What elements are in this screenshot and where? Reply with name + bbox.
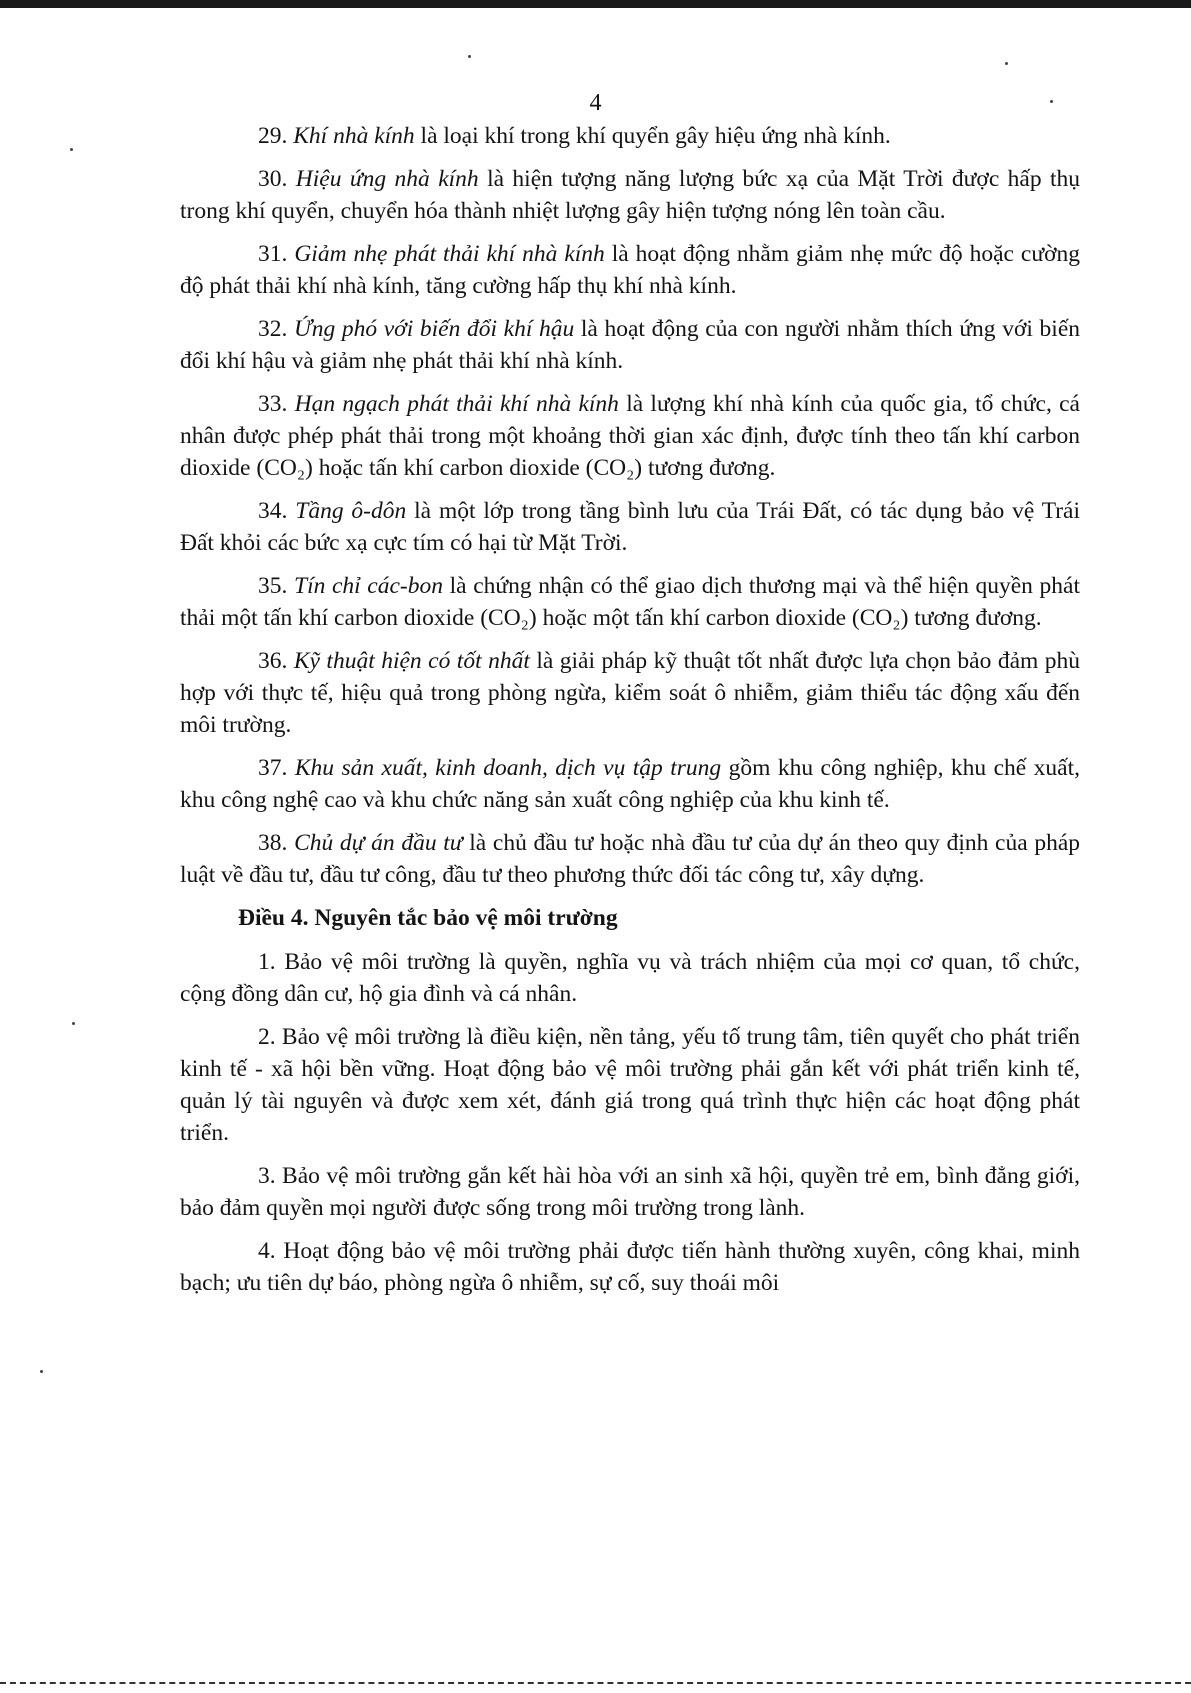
definition-text: là hoạt động của con người nhằm thích ứng với biến đổi khí hậu và giảm nhẹ phát thải khí nhà kính.: [180, 316, 1080, 374]
definition-term: Hạn ngạch phát thải khí nhà kính: [294, 391, 619, 417]
definition-38: [180, 827, 1080, 891]
article-4-heading: Điều 4. Nguyên tắc bảo vệ môi trường: [238, 905, 618, 931]
definition-number: 33.: [258, 391, 295, 417]
page-number: 4: [589, 90, 602, 116]
definition-text: là chủ đầu tư hoặc nhà đầu tư của dự án theo quy định của pháp luật về đầu tư, đầu tư công, đầu tư theo phương thức đối tác công tư, xây dựng.: [180, 830, 1080, 888]
definition-32: [180, 313, 1080, 377]
definition-29: [180, 120, 1080, 152]
scan-border-top: [0, 0, 1191, 8]
definition-number: 30.: [258, 166, 296, 192]
scan-speck: [72, 1022, 75, 1025]
definition-35: [180, 570, 1080, 634]
scan-speck: [468, 55, 471, 58]
document-body: [180, 120, 1080, 1310]
definition-number: 29.: [258, 123, 294, 149]
definition-term: Khu sản xuất, kinh doanh, dịch vụ tập trung: [294, 755, 722, 781]
definition-term: Ứng phó với biến đổi khí hậu: [294, 316, 575, 342]
definition-number: 34.: [258, 498, 296, 524]
definition-36: [180, 645, 1080, 741]
definition-term: Tín chỉ các-bon: [294, 573, 443, 599]
definition-number: 35.: [258, 573, 294, 599]
scan-border-bottom: [0, 1682, 1191, 1684]
definition-text: là chứng nhận có thể giao dịch thương mại và thể hiện quyền phát thải một tấn khí carbon dioxide (CO₂) hoặc một tấn khí carbon dioxide (CO₂) tương đương.: [180, 573, 1080, 631]
definition-number: 36.: [258, 648, 294, 674]
definition-text: là loại khí trong khí quyển gây hiệu ứng nhà kính.: [414, 123, 891, 149]
definition-text: gồm khu công nghiệp, khu chế xuất, khu công nghệ cao và khu chức năng sản xuất công nghiệp của khu kinh tế.: [180, 755, 1081, 813]
article-4-clause-4: 4. Hoạt động bảo vệ môi trường phải được tiến hành thường xuyên, công khai, minh bạch; ưu tiên dự báo, phòng ngừa ô nhiễm, sự cố, suy thoái môi: [180, 1238, 1080, 1296]
scan-speck: [40, 1370, 43, 1373]
definition-text: là hoạt động nhằm giảm nhẹ mức độ hoặc cường độ phát thải khí nhà kính, tăng cường hấp thụ khí nhà kính.: [180, 241, 1080, 299]
scan-speck: [1050, 100, 1053, 103]
definition-term: Kỹ thuật hiện có tốt nhất: [293, 648, 530, 674]
definition-number: 37.: [258, 755, 295, 781]
definition-term: Chủ dự án đầu tư: [294, 830, 463, 856]
definition-33: [180, 388, 1080, 484]
definition-term: Giảm nhẹ phát thải khí nhà kính: [294, 241, 605, 267]
definition-text: là một lớp trong tầng bình lưu của Trái Đất, có tác dụng bảo vệ Trái Đất khỏi các bức xạ cực tím có hại từ Mặt Trời.: [180, 498, 1081, 556]
definition-30: [180, 163, 1080, 227]
definition-text: là lượng khí nhà kính của quốc gia, tổ chức, cá nhân được phép phát thải trong một khoảng thời gian xác định, được tính theo tấn khí carbon dioxide (CO₂) hoặc tấn khí carbon dioxide (CO₂) tương đương.: [180, 391, 1080, 481]
definition-31: [180, 238, 1080, 302]
definition-text: là giải pháp kỹ thuật tốt nhất được lựa chọn bảo đảm phù hợp với thực tế, hiệu quả trong phòng ngừa, kiểm soát ô nhiễm, giảm thiểu tác động xấu đến môi trường.: [180, 648, 1081, 738]
definition-term: Khí nhà kính: [293, 123, 415, 149]
definition-number: 32.: [258, 316, 295, 342]
definition-37: [180, 752, 1080, 816]
scan-speck: [1005, 62, 1008, 65]
article-4-clause-2: 2. Bảo vệ môi trường là điều kiện, nền tảng, yếu tố trung tâm, tiên quyết cho phát triển kinh tế - xã hội bền vững. Hoạt động bảo vệ môi trường phải gắn kết với phát triển kinh tế, quản lý tài nguyên và được xem xét, đánh giá trong quá trình thực hiện các hoạt động phát triển.: [180, 1024, 1080, 1146]
definition-text: là hiện tượng năng lượng bức xạ của Mặt Trời được hấp thụ trong khí quyển, chuyển hóa thành nhiệt lượng gây hiện tượng nóng lên toàn cầu.: [180, 166, 1080, 224]
definition-34: [180, 495, 1080, 559]
scan-speck: [70, 148, 73, 151]
article-4-clause-1: 1. Bảo vệ môi trường là quyền, nghĩa vụ và trách nhiệm của mọi cơ quan, tổ chức, cộng đồng dân cư, hộ gia đình và cá nhân.: [180, 949, 1080, 1007]
article-4-clause-3: 3. Bảo vệ môi trường gắn kết hài hòa với an sinh xã hội, quyền trẻ em, bình đẳng giới, bảo đảm quyền mọi người được sống trong môi trường trong lành.: [180, 1163, 1080, 1221]
definition-term: Hiệu ứng nhà kính: [295, 166, 479, 192]
definition-number: 31.: [258, 241, 295, 267]
definition-term: Tầng ô-dôn: [295, 498, 407, 524]
definition-number: 38.: [258, 830, 295, 856]
